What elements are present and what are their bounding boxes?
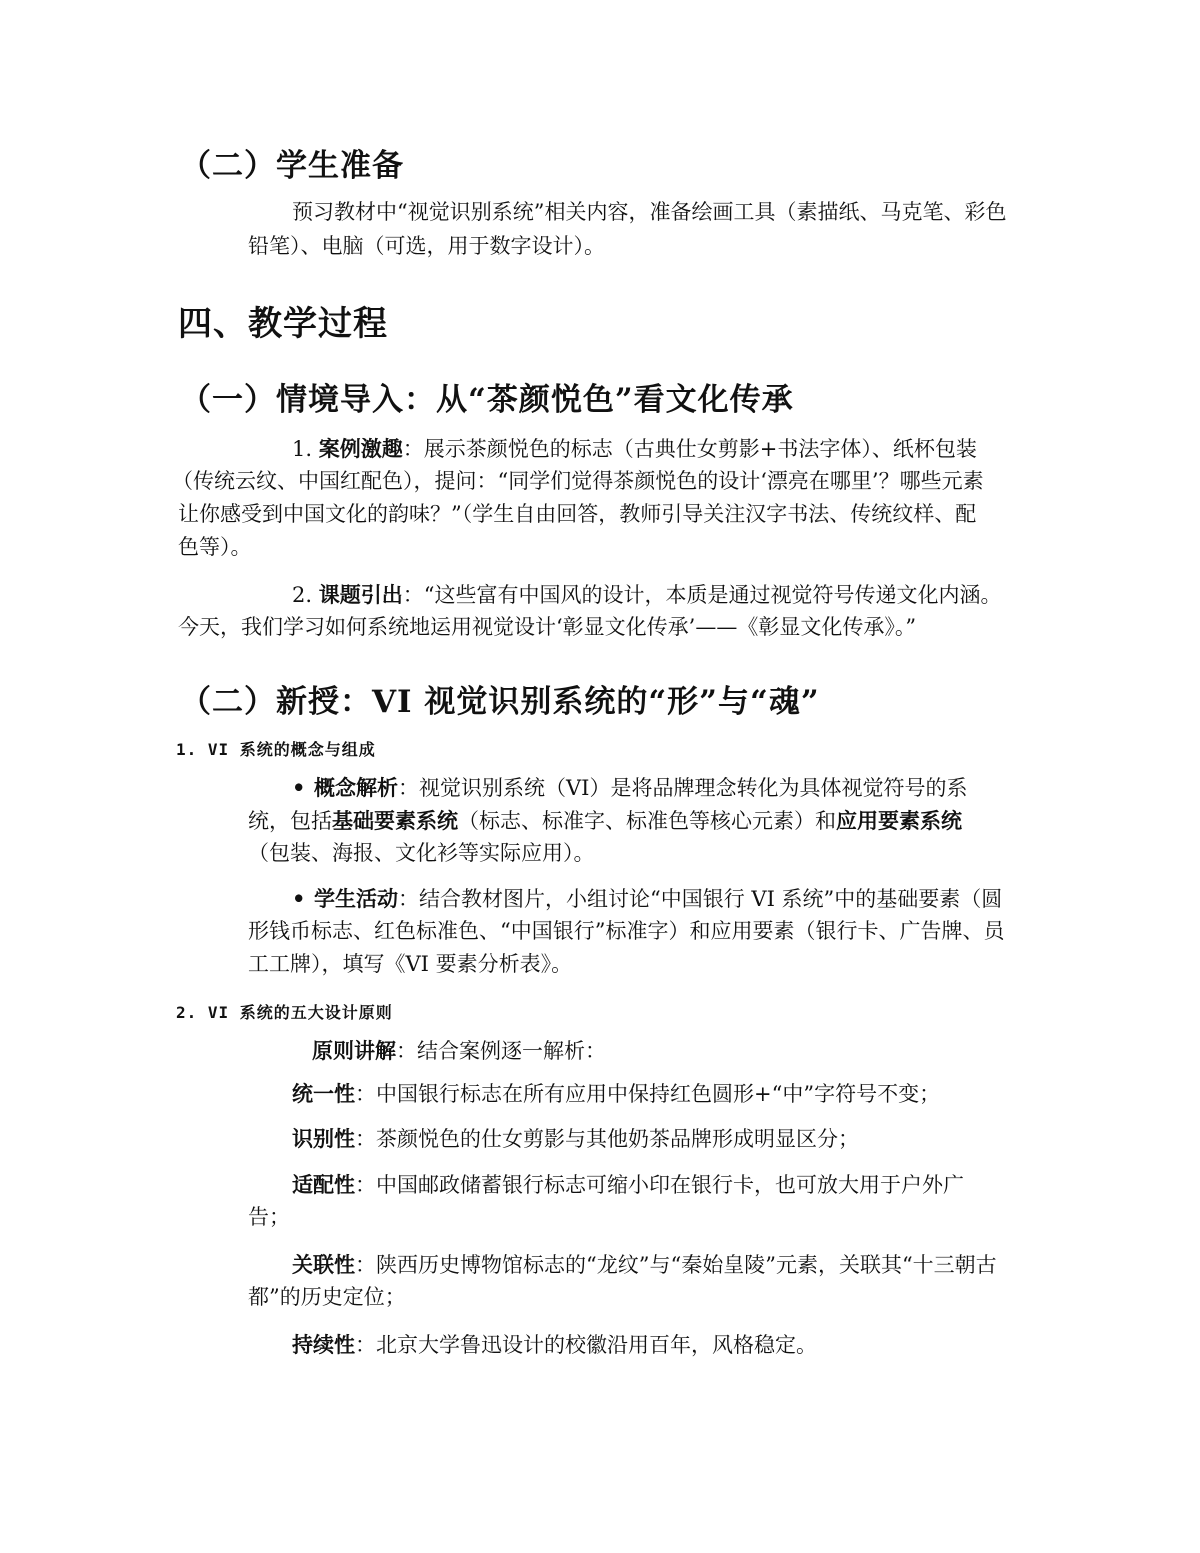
bullet-activity-line-2: 形钱币标志、红色标准色、“中国银行”标准字）和应用要素（银行卡、广告牌、员 xyxy=(248,919,1005,943)
bullet-concept-bold-basic: 基础要素系统 xyxy=(332,808,458,833)
bullet-activity-line-3: 工工牌），填写《VI 要素分析表》。 xyxy=(248,952,573,976)
section-heading-new-lesson: （二）新授：VI 视觉识别系统的“形”与“魂” xyxy=(180,684,820,720)
bullet-activity-text: ：结合教材图片，小组讨论“中国银行 VI 系统”中的基础要素（圆 xyxy=(398,887,1003,911)
principle-text: ：中国银行标志在所有应用中保持红色圆形+“中”字符号不变； xyxy=(355,1082,941,1106)
bullet-concept-line-1 xyxy=(292,771,967,805)
subheading-vi-principles: 2. VI 系统的五大设计原则 xyxy=(176,1003,393,1022)
subheading-vi-concept: 1. VI 系统的概念与组成 xyxy=(176,740,376,759)
case-item-1-line-4: 色等）。 xyxy=(178,535,252,559)
bullet-concept-line-3: （包装、海报、文化衫等实际应用）。 xyxy=(248,841,595,865)
bullet-concept-text-a: 统，包括 xyxy=(248,809,332,833)
bullet-activity-line-1 xyxy=(292,882,1002,916)
principle-label: 关联性 xyxy=(292,1252,355,1277)
section-heading-student-prep: （二）学生准备 xyxy=(180,148,404,184)
principle-label: 适配性 xyxy=(292,1172,355,1197)
bullet-concept-bold-app: 应用要素系统 xyxy=(836,808,962,833)
principle-text: ：陕西历史博物馆标志的“龙纹”与“秦始皇陵”元素，关联其“十三朝古 xyxy=(355,1253,997,1277)
bullet-concept-line-2 xyxy=(248,804,962,838)
bullet-dot-icon: • xyxy=(292,886,306,911)
bullet-activity-label: 学生活动 xyxy=(314,886,398,911)
case-item-1-line-1 xyxy=(292,432,977,466)
section-heading-situation-intro: （一）情境导入：从“茶颜悦色”看文化传承 xyxy=(180,382,794,418)
principle-label: 识别性 xyxy=(292,1126,355,1151)
principle-label: 统一性 xyxy=(292,1081,355,1106)
principles-intro-text: ：结合案例逐一解析： xyxy=(396,1039,606,1063)
section-heading-teaching-process: 四、教学过程 xyxy=(178,304,388,344)
principles-intro xyxy=(312,1034,606,1068)
case-item-1-num: 1. xyxy=(292,437,313,461)
case-item-2-label: 课题引出 xyxy=(318,582,403,607)
case-item-1-line-2: （传统云纹、中国红配色），提问：“同学们觉得茶颜悦色的设计‘漂亮在哪里’？哪些元素 xyxy=(172,469,984,493)
case-item-2-num: 2. xyxy=(292,583,313,607)
principle-text: ：茶颜悦色的仕女剪影与其他奶茶品牌形成明显区分； xyxy=(355,1127,859,1151)
principle-recognizability xyxy=(292,1122,859,1156)
principle-association xyxy=(292,1248,997,1282)
student-prep-line-2: 铅笔）、电脑（可选，用于数字设计）。 xyxy=(248,234,605,258)
principle-adaptability-line-2: 告； xyxy=(248,1205,290,1229)
principle-label: 持续性 xyxy=(292,1332,355,1357)
case-item-1-label: 案例激趣 xyxy=(318,436,403,461)
principle-text: ：中国邮政储蓄银行标志可缩小印在银行卡，也可放大用于户外广 xyxy=(355,1173,964,1197)
principle-text: ：北京大学鲁迅设计的校徽沿用百年，风格稳定。 xyxy=(355,1333,817,1357)
case-item-2-line-2: 今天，我们学习如何系统地运用视觉设计‘彰显文化传承’——《彰显文化传承》。” xyxy=(178,615,917,639)
case-item-1-line-3: 让你感受到中国文化的韵味？”（学生自由回答，教师引导关注汉字书法、传统纹样、配 xyxy=(178,502,977,526)
principle-continuity xyxy=(292,1328,817,1362)
bullet-concept-text: ：视觉识别系统（VI）是将品牌理念转化为具体视觉符号的系 xyxy=(398,776,968,800)
student-prep-line-1: 预习教材中“视觉识别系统”相关内容，准备绘画工具（素描纸、马克笔、彩色 xyxy=(292,200,1007,224)
bullet-dot-icon: • xyxy=(292,775,306,800)
principles-intro-label: 原则讲解 xyxy=(312,1038,396,1063)
case-item-1-text: ：展示茶颜悦色的标志（古典仕女剪影+书法字体）、纸杯包装 xyxy=(402,437,977,461)
case-item-2-text: ：“这些富有中国风的设计，本质是通过视觉符号传递文化内涵。 xyxy=(402,583,1002,607)
bullet-concept-label: 概念解析 xyxy=(314,775,398,800)
bullet-concept-text-c: （标志、标准字、标准色等核心元素）和 xyxy=(458,809,836,833)
principle-unity xyxy=(292,1077,940,1111)
principle-adaptability xyxy=(292,1168,964,1202)
case-item-2-line-1 xyxy=(292,578,1001,612)
principle-association-line-2: 都”的历史定位； xyxy=(248,1285,406,1309)
